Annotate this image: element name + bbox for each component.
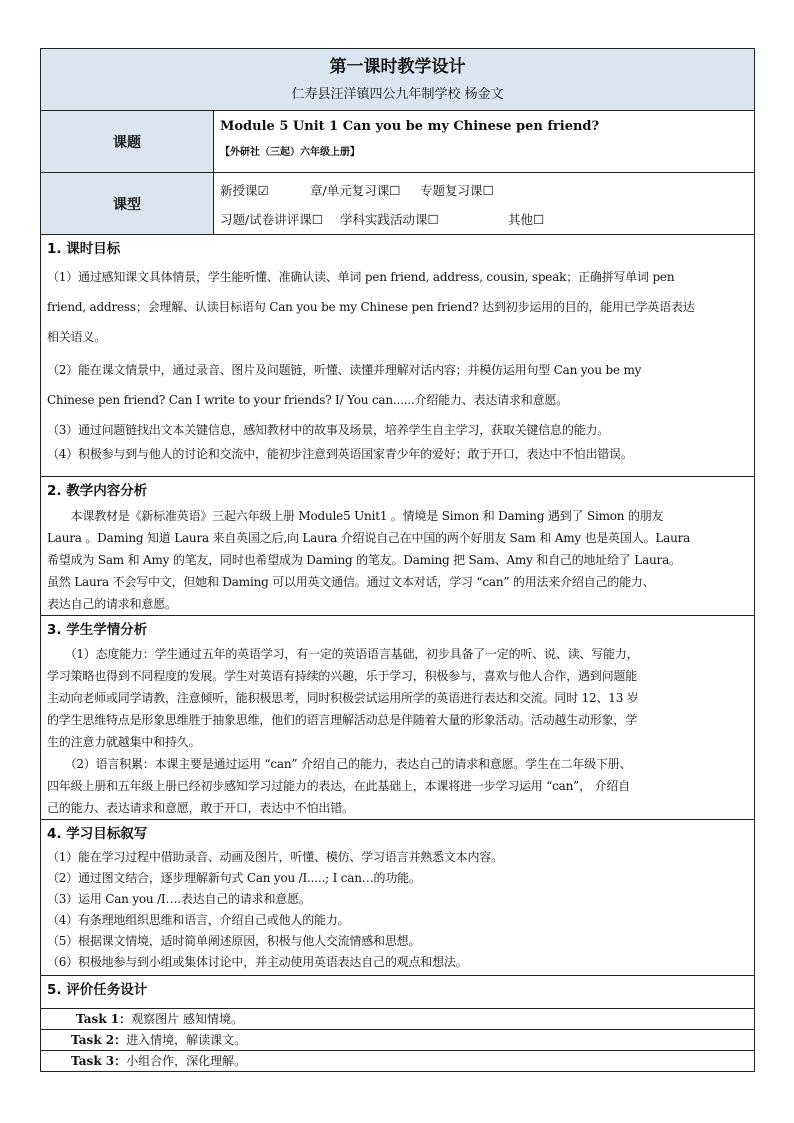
type-option-new: 新授课☑: [220, 183, 269, 198]
type-line-1: [214, 173, 754, 202]
objective-item: （5）根据课文情境，适时简单阐述原因，积极与他人交流情感和思想。: [47, 934, 421, 948]
section2-heading: 2. 教学内容分析: [47, 483, 148, 499]
section4-heading: 4. 学习目标叙写: [47, 826, 148, 842]
analysis-line: 的学生思维特点是形象思维胜于抽象思维，他们的语言理解活动总是伴随着大量的形象活动。活动越生动形象，学: [47, 713, 638, 727]
task-cell: [41, 1051, 755, 1072]
type-option-other: 其他☐: [508, 212, 545, 227]
section5-cell: [41, 976, 755, 1009]
objective-item: （4）有条理地组织思维和语言，介绍自己或他人的能力。: [47, 913, 350, 927]
type-cell: [214, 173, 755, 235]
task-label: Task 1：: [76, 1012, 132, 1026]
section4-row: [41, 820, 755, 976]
section4-cell: [41, 820, 755, 976]
type-option-topic-review: 专题复习课☐: [420, 183, 494, 198]
goal-1-line-1: （1）通过感知课文具体情景，学生能听懂、准确认读、单词 pen friend, address, cousin, speak；正确拼写单词 pen: [47, 270, 675, 284]
content-analysis: [41, 505, 754, 615]
lesson-plan-page: [40, 48, 754, 1072]
goal-1-line-3: 相关语义。: [47, 330, 107, 344]
task-text: 进入情境，解读课文。: [126, 1033, 247, 1047]
goal-3: （3）通过问题链找出文本关键信息，感知教材中的故事及场景，培养学生自主学习，获取关键信息的能力。: [47, 423, 610, 437]
type-option-practice: 学科实践活动课☐: [340, 212, 439, 227]
section2-row: [41, 477, 755, 616]
goal-2-line-1: （2）能在课文情景中，通过录音、图片及问题链，听懂、读懂并理解对话内容；并模仿运用句型 Can you be my: [47, 363, 642, 377]
section1-heading: 1. 课时目标: [47, 241, 121, 257]
task-row: [41, 1009, 755, 1030]
section5-heading: 5. 评价任务设计: [47, 982, 148, 998]
topic-title: Module 5 Unit 1 Can you be my Chinese pen friend?: [220, 119, 600, 134]
topic-label: 课题: [41, 111, 214, 173]
section5-row: [41, 976, 755, 1009]
task-item: [41, 1051, 754, 1071]
goal-4: （4）积极参与到与他人的讨论和交流中，能初步注意到英语国家青少年的爱好；敢于开口，表达中不怕出错误。: [47, 447, 633, 461]
goal-2-line-2: Chinese pen friend? Can I write to your friends? I/ You can......介绍能力、表达请求和意愿。: [47, 393, 568, 407]
content-line: Laura 。Daming 知道 Laura 来自英国之后,向 Laura 介绍说自己在中国的两个好朋友 Sam 和 Amy 也是英国人。Laura: [47, 531, 691, 545]
task-text: 小组合作，深化理解。: [126, 1054, 247, 1068]
section1-row: [41, 235, 755, 477]
topic-cell: [214, 111, 755, 173]
content-line: 虽然 Laura 不会写中文，但她和 Daming 可以用英文通信。通过文本对话，学习 “can” 的用法来介绍自己的能力、: [47, 575, 655, 589]
section3-row: [41, 616, 755, 820]
task-label: Task 3：: [71, 1054, 127, 1068]
task-row: [41, 1051, 755, 1072]
task-row: [41, 1030, 755, 1051]
lesson-plan-table: [40, 48, 755, 1072]
section3-cell: [41, 616, 755, 820]
task-cell: [41, 1009, 755, 1030]
task-item: [41, 1009, 754, 1029]
task-label: Task 2：: [71, 1033, 127, 1047]
type-option-exercise: 习题/试卷讲评课☐: [220, 212, 323, 227]
title-row: [41, 49, 755, 111]
type-row: [41, 173, 755, 235]
type-option-unit-review: 章/单元复习课☐: [310, 183, 401, 198]
learning-objectives-list: [41, 847, 754, 973]
task-cell: [41, 1030, 755, 1051]
objective-item: （6）积极地参与到小组或集体讨论中，并主动使用英语表达自己的观点和想法。: [47, 955, 468, 969]
title-cell: [41, 49, 755, 111]
analysis-line: （2）语言积累：本课主要是通过运用 “can” 介绍自己的能力，表达自己的请求和意愿。学生在二年级下册、: [47, 757, 632, 771]
section1-cell: [41, 235, 755, 477]
topic-row: [41, 111, 755, 173]
content-line: 本课教材是《新标准英语》三起六年级上册 Module5 Unit1 。情境是 Simon 和 Daming 遇到了 Simon 的朋友: [47, 509, 664, 523]
task-item: [41, 1030, 754, 1050]
textbook-info: 【外研社（三起）六年级上册】: [220, 147, 360, 158]
goal-1-line-2: friend, address；会理解、认读目标语句 Can you be my Chinese pen friend? 达到初步运用的目的，能用已学英语表达: [47, 300, 695, 314]
analysis-line: 学习策略也得到不同程度的发展。学生对英语有持续的兴趣，乐于学习，积极参与，喜欢与他人合作，遇到问题能: [47, 669, 638, 683]
objective-item: （2）通过图文结合，逐步理解新句式 Can you /I.....; I can…的功能。: [47, 871, 421, 885]
document-title: 第一课时教学设计: [329, 57, 466, 77]
section2-cell: [41, 477, 755, 616]
analysis-line: 生的注意力就越集中和持久。: [47, 735, 201, 749]
objective-item: （1）能在学习过程中借助录音、动画及图片，听懂、模仿、学习语言并熟悉文本内容。: [47, 850, 503, 864]
analysis-line: 四年级上册和五年级上册已经初步感知学习过能力的表达，在此基础上，本课将进一步学习运用 “can”， 介绍自: [47, 779, 630, 793]
student-analysis: [41, 643, 754, 819]
content-line: 表达自己的请求和意愿。: [47, 597, 177, 611]
section3-heading: 3. 学生学情分析: [47, 622, 148, 638]
type-line-2: [214, 202, 754, 230]
school-author: 仁寿县汪洋镇四公九年制学校 杨金文: [291, 87, 504, 102]
objective-item: （3）运用 Can you /I….表达自己的请求和意愿。: [47, 892, 311, 906]
analysis-line: 主动向老师或同学请教，注意倾听，能积极思考，同时积极尝试运用所学的英语进行表达和交流。同时 12、13 岁: [47, 691, 639, 705]
analysis-line: （1）态度能力：学生通过五年的英语学习，有一定的英语语言基础，初步具备了一定的听、说、读、写能力，: [47, 647, 639, 661]
type-label: 课型: [41, 173, 214, 235]
analysis-line: 己的能力、表达请求和意愿，敢于开口，表达中不怕出错。: [47, 801, 354, 815]
content-line: 希望成为 Sam 和 Amy 的笔友，同时也希望成为 Daming 的笔友。Daming 把 Sam、Amy 和自己的地址给了 Laura。: [47, 553, 681, 567]
task-text: 观察图片 感知情境。: [131, 1012, 243, 1026]
